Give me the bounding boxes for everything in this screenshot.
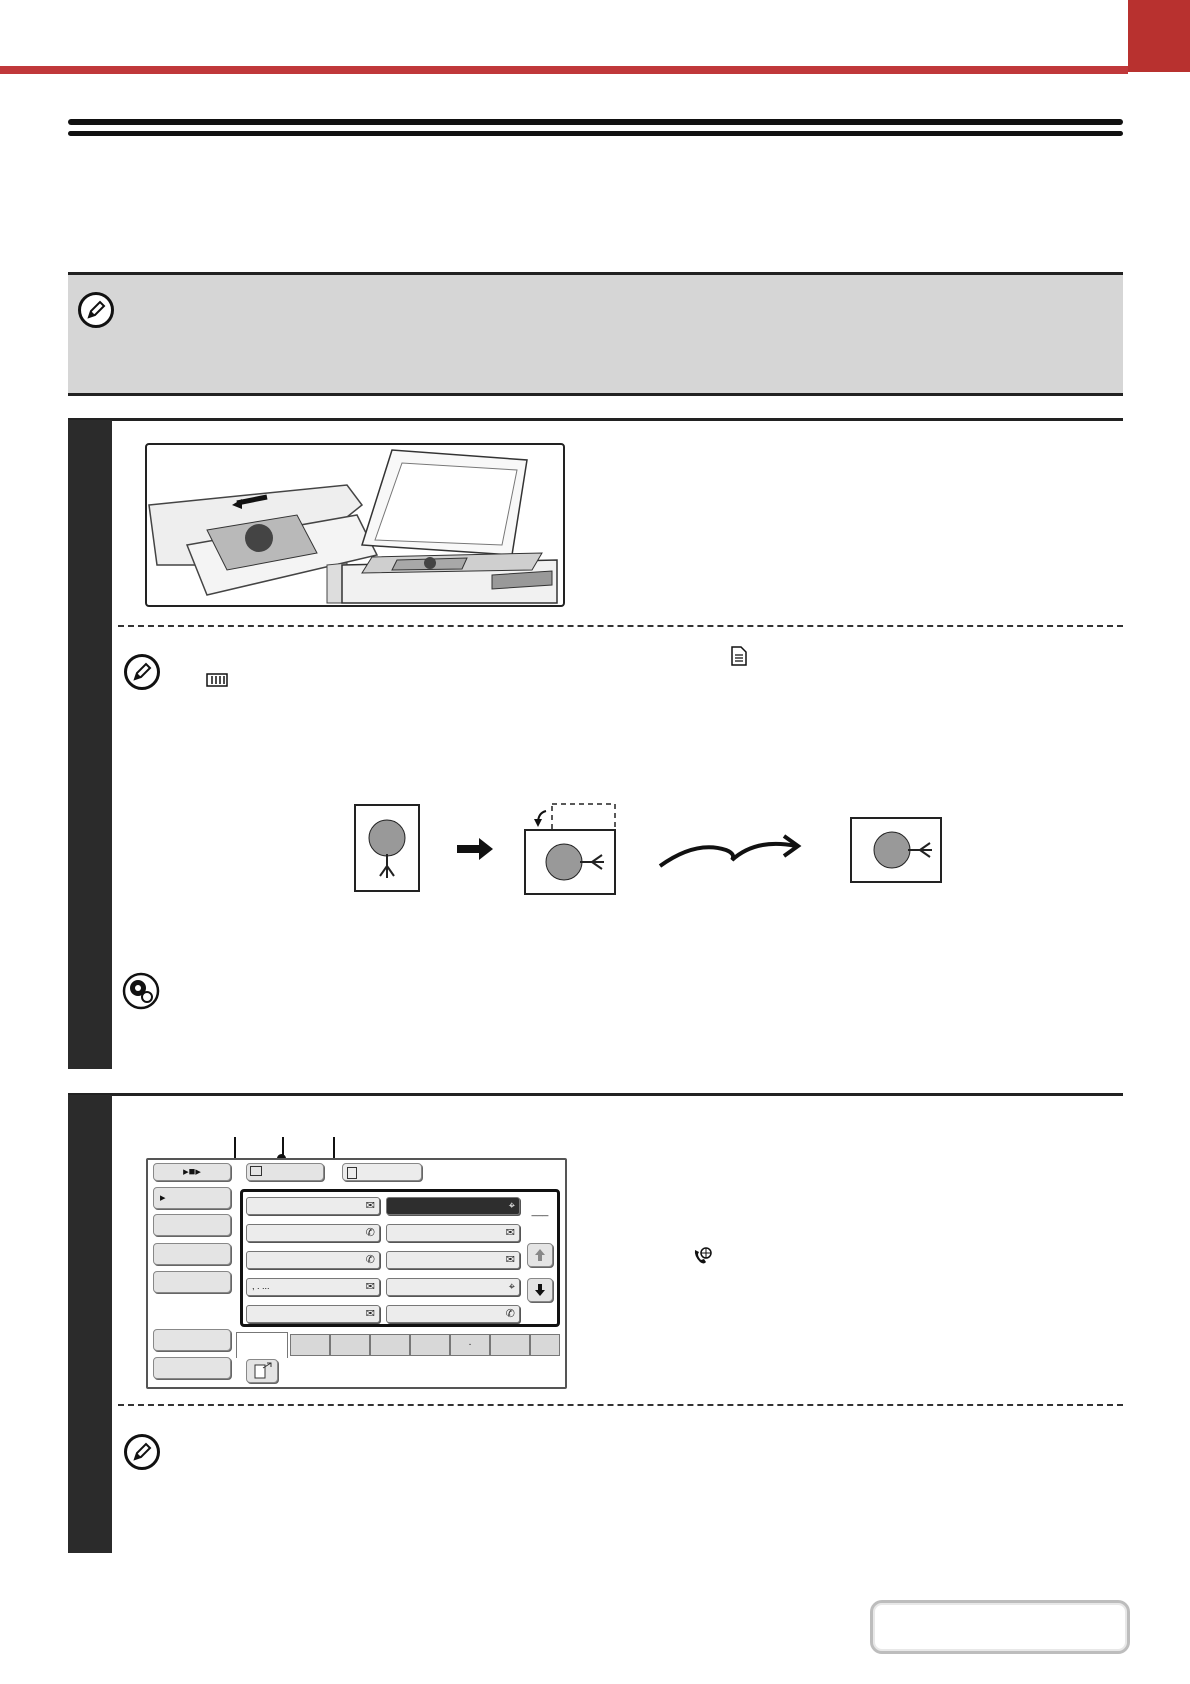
pencil-note-icon bbox=[124, 654, 160, 690]
step2-bar bbox=[68, 1095, 112, 1553]
address-key-7[interactable] bbox=[246, 1278, 380, 1296]
tray-icon bbox=[205, 672, 229, 688]
fax-globe-icon: ⌖ bbox=[508, 1199, 515, 1212]
address-key-4[interactable] bbox=[386, 1224, 520, 1242]
note-box bbox=[68, 272, 1123, 396]
email-icon: ✉ bbox=[365, 1280, 375, 1293]
down-arrow-icon bbox=[528, 1279, 552, 1301]
blank-nav-button[interactable] bbox=[870, 1600, 1130, 1654]
export-button[interactable] bbox=[246, 1359, 278, 1383]
address-key-3[interactable] bbox=[246, 1224, 380, 1242]
page-indicator: ___ bbox=[531, 1206, 549, 1217]
index-tab-active[interactable] bbox=[236, 1332, 288, 1358]
phone-icon: ✆ bbox=[505, 1307, 515, 1320]
address-key-9[interactable] bbox=[246, 1305, 380, 1323]
address-key-2-selected[interactable] bbox=[386, 1197, 520, 1215]
email-icon: ✉ bbox=[505, 1226, 515, 1239]
phone-icon: ✆ bbox=[365, 1253, 375, 1266]
header-accent-line bbox=[0, 66, 1128, 74]
step2-dashed-divider bbox=[118, 1404, 1123, 1406]
address-key-8[interactable] bbox=[386, 1278, 520, 1296]
title-rule-top bbox=[68, 119, 1123, 125]
address-key-1[interactable] bbox=[246, 1197, 380, 1215]
address-key-10[interactable] bbox=[386, 1305, 520, 1323]
side-button-6[interactable] bbox=[153, 1357, 231, 1379]
received-image bbox=[850, 817, 942, 883]
step1-bar bbox=[68, 420, 112, 1069]
transmission-arrow-icon bbox=[656, 826, 804, 872]
email-icon: ✉ bbox=[365, 1199, 375, 1212]
scroll-up-button[interactable] bbox=[527, 1243, 553, 1267]
address-partial-label: , . ... bbox=[252, 1281, 270, 1291]
side-tab-3[interactable] bbox=[153, 1243, 231, 1265]
index-tab-3[interactable] bbox=[330, 1334, 370, 1356]
export-icon bbox=[247, 1360, 277, 1382]
index-tab-4[interactable] bbox=[370, 1334, 410, 1356]
fax-globe-icon bbox=[692, 1246, 712, 1266]
search-doc-icon bbox=[347, 1167, 357, 1179]
step1-dashed-divider bbox=[118, 625, 1123, 627]
index-tab-2[interactable] bbox=[290, 1334, 330, 1356]
document-icon bbox=[731, 646, 747, 666]
step1-rule bbox=[68, 418, 1123, 421]
side-tab-1[interactable]: ▸ bbox=[153, 1187, 231, 1209]
scroll-down-button[interactable] bbox=[527, 1278, 553, 1302]
side-tab-4[interactable] bbox=[153, 1271, 231, 1293]
global-search-button[interactable] bbox=[342, 1163, 422, 1181]
address-key-6[interactable] bbox=[386, 1251, 520, 1269]
title-rule-bottom bbox=[68, 131, 1123, 136]
email-icon: ✉ bbox=[505, 1253, 515, 1266]
rotated-original bbox=[524, 803, 616, 895]
index-tab-8[interactable] bbox=[530, 1334, 560, 1356]
address-key-5[interactable] bbox=[246, 1251, 380, 1269]
portrait-original bbox=[354, 804, 420, 892]
pencil-note-icon bbox=[124, 1434, 160, 1470]
email-icon: ✉ bbox=[365, 1307, 375, 1320]
sort-toggle-button[interactable]: ▸■▸ bbox=[153, 1163, 231, 1181]
phone-icon: ✆ bbox=[365, 1226, 375, 1239]
scanner-illustration bbox=[145, 443, 565, 607]
fax-globe-icon: ⌖ bbox=[508, 1280, 515, 1293]
settings-gear-icon bbox=[122, 972, 160, 1010]
address-type-button[interactable] bbox=[246, 1163, 324, 1181]
header-accent-tab bbox=[1128, 0, 1190, 72]
step2-rule bbox=[68, 1093, 1123, 1096]
pencil-note-icon bbox=[78, 292, 114, 328]
index-tab-7[interactable] bbox=[490, 1334, 530, 1356]
side-button-5[interactable] bbox=[153, 1329, 231, 1351]
up-arrow-icon bbox=[528, 1244, 552, 1266]
index-tab-5[interactable] bbox=[410, 1334, 450, 1356]
index-tab-6[interactable]: . bbox=[450, 1334, 490, 1356]
right-arrow-icon bbox=[457, 838, 493, 860]
side-tab-2[interactable] bbox=[153, 1214, 231, 1236]
envelope-icon bbox=[250, 1166, 262, 1176]
